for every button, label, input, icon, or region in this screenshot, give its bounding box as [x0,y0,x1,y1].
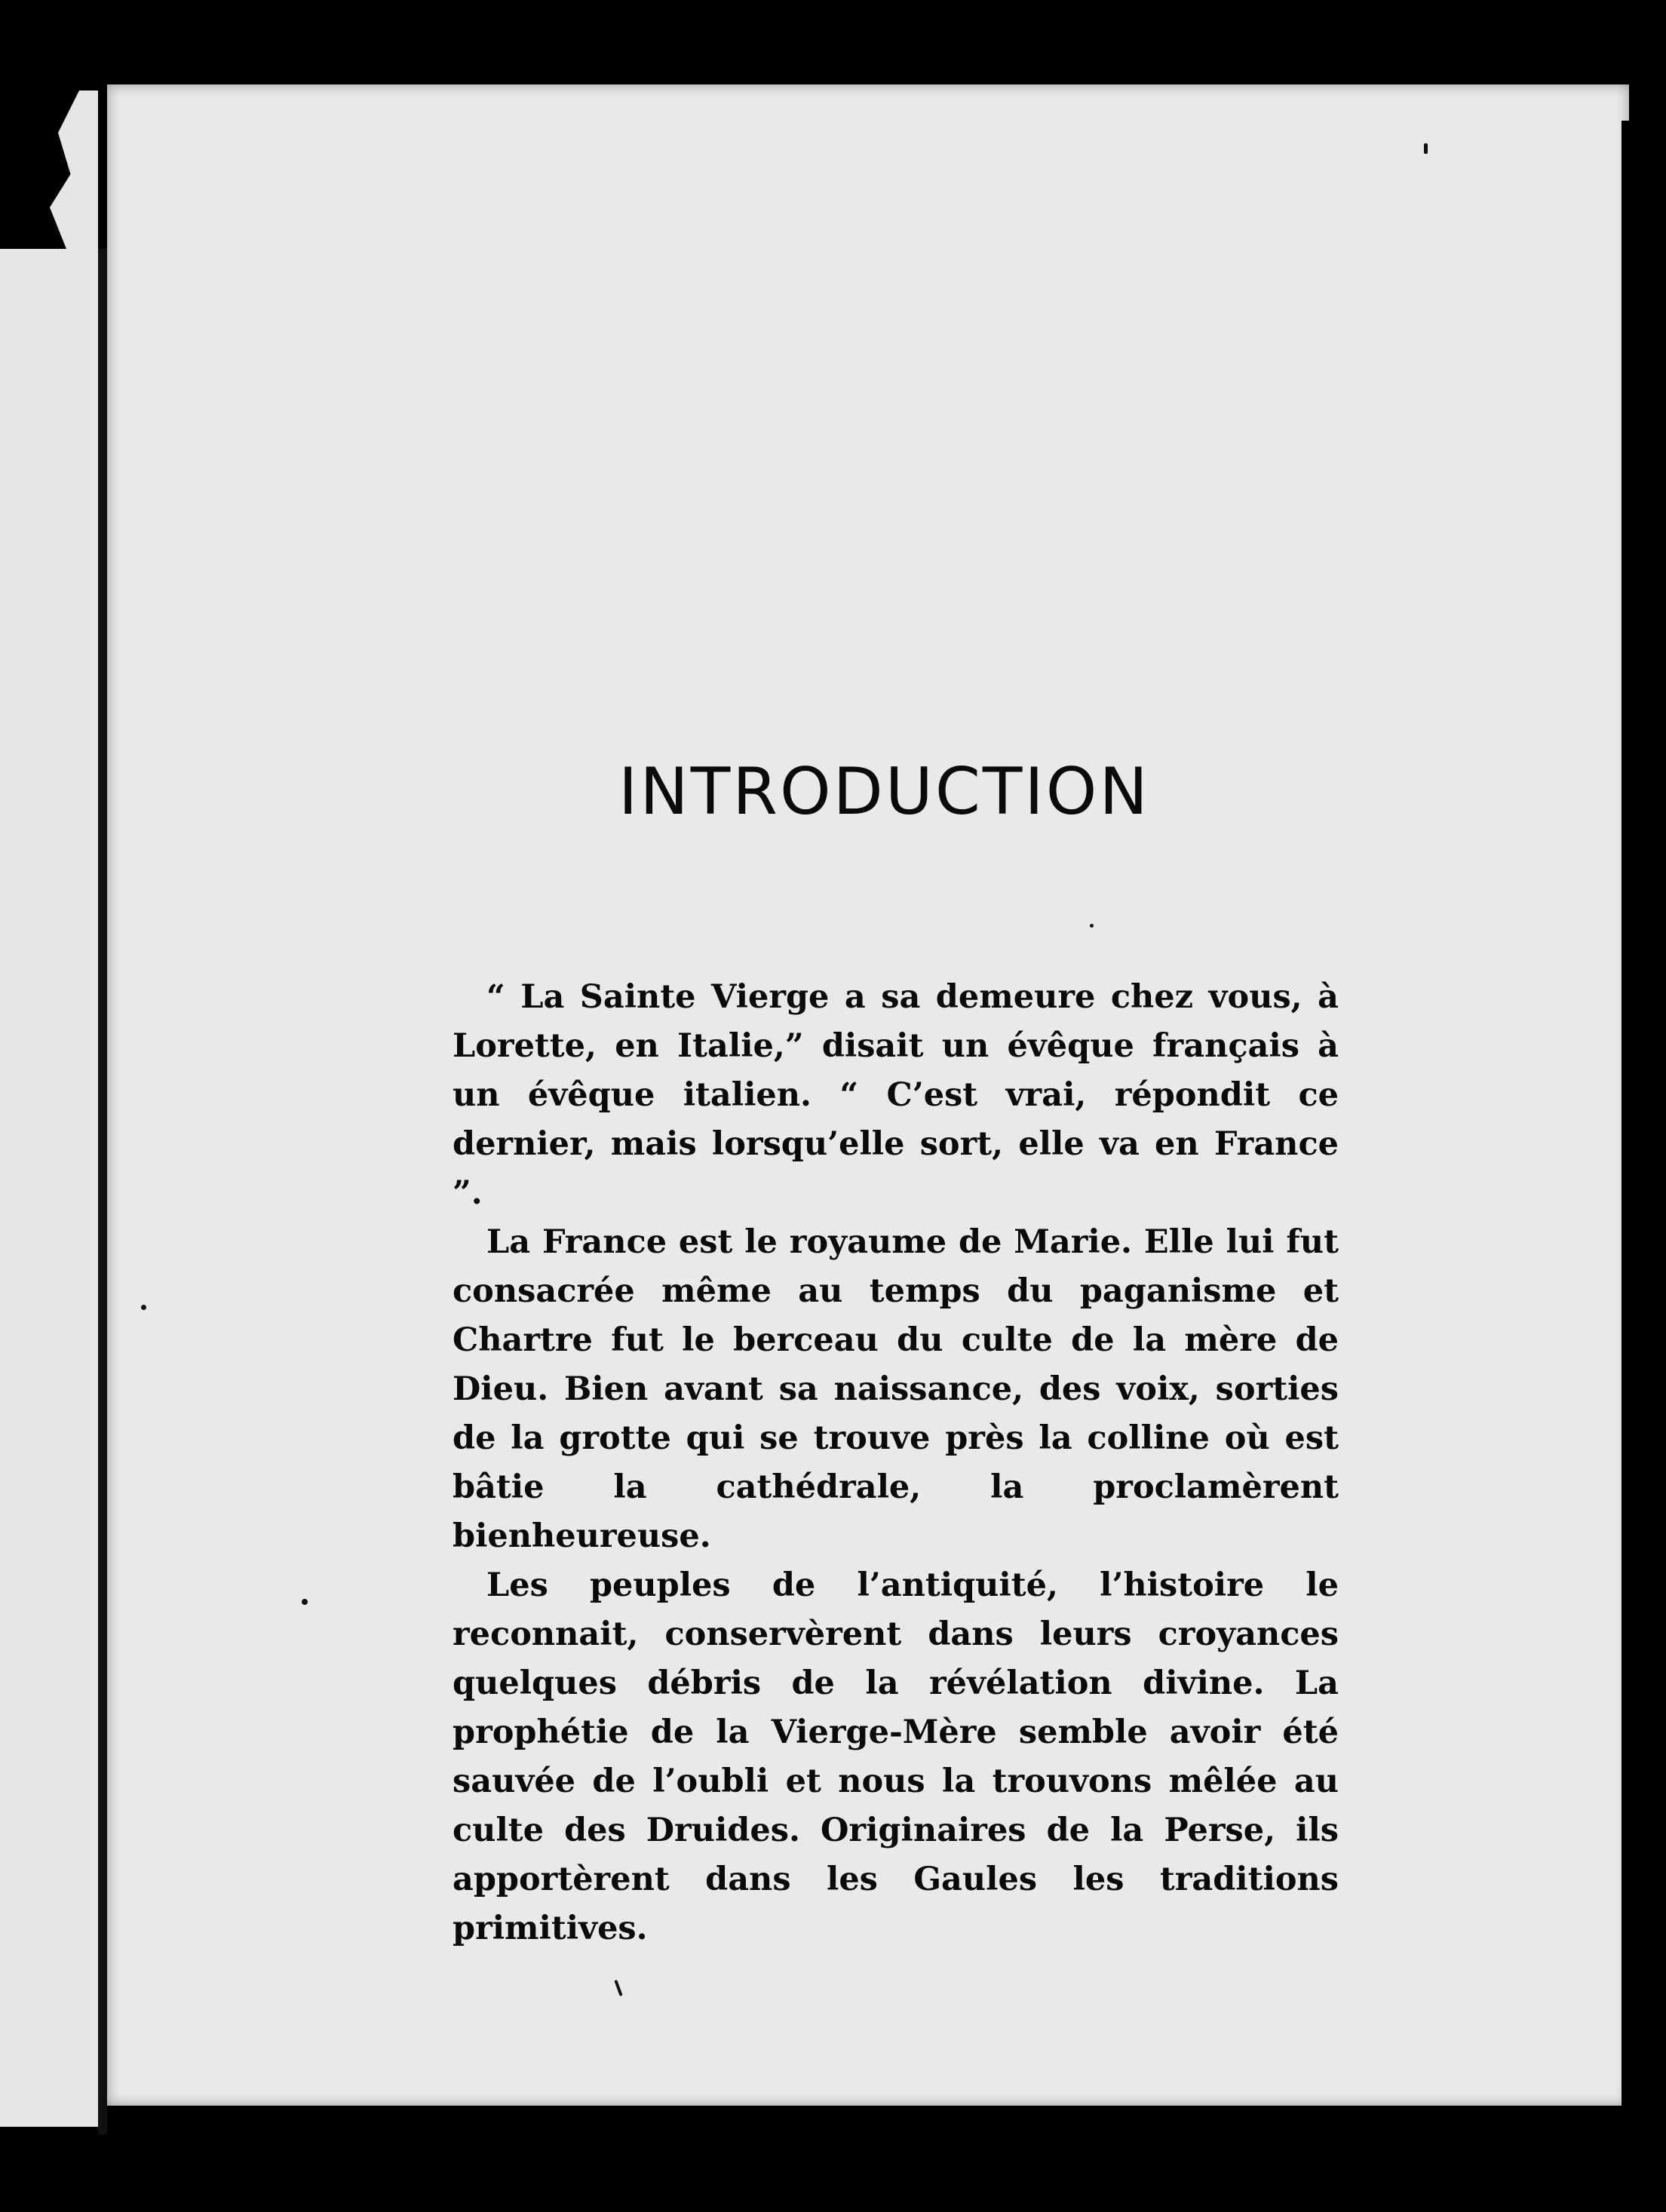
dust-speck [1090,924,1094,928]
book-gutter [98,249,107,2134]
paragraph-2: La France est le royaume de Marie. Elle lui fut consacrée même au temps du paganisme et Chartre fut le berceau du culte de la mère de Dieu. Bien avant sa naissance, des voix, sorties de la grotte qui se trouve près la colline où est bâtie la cathédrale, la proclamèrent bienheureuse. [453,1223,1339,1555]
dust-speck [141,1305,146,1310]
dust-speck [302,1599,308,1605]
introduction-body [453,973,1339,1953]
scan-border-right [1622,121,1666,2157]
page-title: INTRODUCTION [618,754,1150,830]
dust-speck [1424,143,1428,154]
paragraph-3: Les peuples de l’antiquité, l’histoire le reconnait, conservèrent dans leurs croyances quelques débris de la révélation divine. La prophétie de la Vierge-Mère semble avoir été sauvée de l’oubli et nous la trouvons mêlée au culte des Druides. Originaires de la Perse, ils apportèrent dans les Gaules les traditions primitives. [453,1566,1339,1947]
paragraph-1: “ La Sainte Vierge a sa demeure chez vous, à Lorette, en Italie,” disait un évêque français à un évêque italien. “ C’est vrai, répondit ce dernier, mais lorsqu’elle sort, elle va en France ”. [453,978,1339,1212]
previous-page-edge [0,91,98,2127]
